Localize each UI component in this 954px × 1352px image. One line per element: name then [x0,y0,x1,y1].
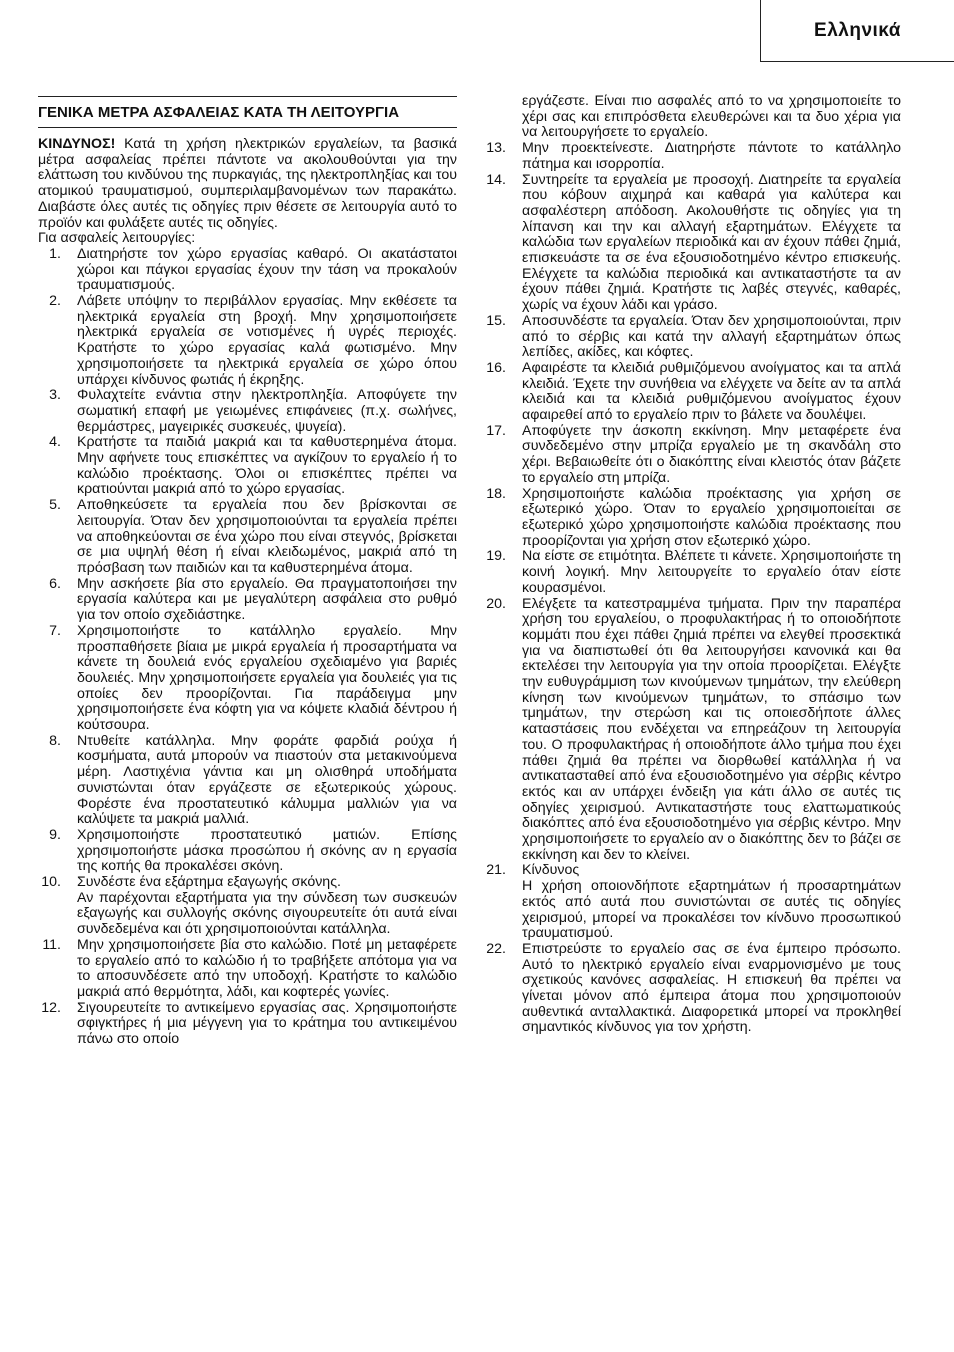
section-title: ΓΕΝΙΚΑ ΜΕΤΡΑ ΑΣΦΑΛΕΙΑΣ ΚΑΤΑ ΤΗ ΛΕΙΤΟΥΡΓΙΑ [38,96,457,128]
item-text: Χρησιμοποιήστε το κατάλληλο εργαλείο. Μην προσπαθήσετε βίαια με μικρά εργαλεία ή προσαρτήματα να κάνετε τη δουλειά ενός εργαλείου σχεδιαμένο για βαριές δουλειές. Μην χρησιμοποιήσετε εργαλεία για δουλειές για τις οποίες δεν προορίζονται. Για παράδειγμα μην χρησιμοποιήσετε ένα κόφτη για να κόψετε κλαδιά δέντρου ή κούτσουρα. [77,622,457,734]
item-number: 6. [49,575,61,592]
list-item [38,577,457,624]
list-item [38,247,457,294]
item-number: 3. [49,387,61,404]
item-number: 18. [486,485,506,502]
item-number: 19. [486,548,506,565]
safety-list-left [38,247,457,1048]
list-item [483,314,901,361]
list-item [38,294,457,388]
list-item [38,388,457,435]
item-text: Λάβετε υπόψην το περιβάλλον εργασίας. Μην εκθέσετε τα ηλεκτρικά εργαλεία στη βροχή. Μην χρησιμοποιήσετε ηλεκτρικά εργαλεία σε νοτισμένες ή υγρές περιοχές. Κρατήστε το χώρο εργασίας καλά φωτισμένο. Μην χρησιμοποιήσετε τα ηλεκτρικά εργαλεία σε χώρο όπου υπάρχει κίνδυνος φωτιάς ή έκρηξης. [77,293,457,388]
item-number: 2. [49,293,61,310]
item-number: 1. [49,245,61,262]
list-item [483,597,901,864]
item-text: Μην ασκήσετε βία στο εργαλείο. Θα πραγματοποιήσει την εργασία καλύτερα και με μεγαλύτερη ασφάλεια στο ρυθμό για τον οποίο σχεδιάστηκε. [77,575,457,624]
item-number: 14. [486,171,506,188]
item-number: 21. [486,862,506,879]
item-text: Συντηρείτε τα εργαλεία με προσοχή. Διατηρείτε τα εργαλεία που κόβουν αιχμηρά και καθαρά για καλύτερα και ασφαλέστερη απόδοση. Ακολουθήστε τις οδηγίες για τη λίπανση και την και αλλαγή εξαρτημάτων. Ελέγχετε τα καλώδια των εργαλείων περιοδικά και αν έχουν πάθει ζημιά, επισκευάστε τα σε ένα εξουσιοδοτημένο κέντρο επισκευής. Ελέγχετε τα καλώδια περιοδικά και αντικαταστήστε τα αν έχουν πάθει ζημιά. Κρατήστε τις λαβές στεγνές, καθαρές, χωρίς να έχουν λάδι και γράσο. [522,171,901,314]
item-text: Χρησιμοποιήστε καλώδια προέκτασης για χρήση σε εξωτερικό χώρο. Όταν το εργαλείο χρησιμοποιείται σε εξωτερικό χώρο χρησιμοποιήστε καλώδια προέκτασης που προορίζονται για χρήση στον εξωτερικό χώρο. [522,485,901,549]
item-text: Μην χρησιμοποιήσετε βία στο καλώδιο. Ποτέ μη μεταφέρετε το εργαλείο από το καλώδιο ή το τραβήξετε απότομα για να το αποσυνδέσετε από την υποδοχή. Κρατήστε το καλώδιο μακριά από θερμότητα, λάδι, και κοφτερές γωνίες. [77,936,457,1000]
item-number: 10. [41,874,61,891]
subheading: Για ασφαλείς λειτουργίες: [38,230,196,247]
list-item [38,498,457,577]
item-12-continuation: εργάζεστε. Είναι πιο ασφαλές από το να χρησιμοποιείτε το χέρι σας και επιπρόσθετα ελευθερώνει και τα δυο χέρια για να λειτουργήσετε το εργαλείο. [522,93,901,141]
list-item [38,875,457,938]
item-number: 12. [41,999,61,1016]
item-text: Ελέγξετε τα κατεστραμμένα τμήματα. Πριν την παραπέρα χρήση του εργαλείου, ο προφυλακτήρας ή το οποιοδήποτε κομμάτι που έχει πάθει ζημιά πρέπει να ελεγθεί προσεκτικά για να διαπιστωθεί ότι θα λειτουργήσει κανονικά και θα εκτελέσει την λειτουργία για την οποία προορίζεται. Ελέγξτε την ευθυγράμμιση των κινούμενων τμημάτων, την ελεύθερη κίνηση των κινούμενων τμημάτων, το σπάσιμο των τμημάτων, την στερώση και τις οποιεσδήποτε άλλες καταστάσεις που ενδέχεται να επηρεάζουν τη λειτουργία του. Ο προφυλακτήρας ή οποιοδήποτε άλλο τμήμα που έχει πάθει ζημιά θα πρέπει να διορθωθεί κατάλληλα ή να αντικατασταθεί από ένα εξουσιοδοτημένο για σέρβις κέντρο εκτός και αν υπάρχει ένδειξη για κάτι άλλο σε αυτές τις οδηγίες χειρισμού. Αντικαταστήστε τους ελαττωματικούς διακόπτες από ένα εξουσιοδοτημένο για σέρβις κέντρο. Μην χρησιμοποιήσετε το εργαλείο αν ο διακόπτης δεν το βάζει σε εκκίνηση και δεν το κλείνει. [522,595,901,863]
item-text: Σιγουρευτείτε το αντικείμενο εργασίας σας. Χρησιμοποιήστε σφιγκτήρες ή μια μέγγενη για το κράτημα του αντικειμένου πάνω στο οποίο [77,999,457,1048]
item-text: Χρησιμοποιήστε προστατευτικό ματιών. Επίσης χρησιμοποιήστε μάσκα προσώπου ή σκόνης αν η εργασία της κοπής θα προκαλέσει σκόνη. [77,826,457,875]
item-text: Κρατήστε τα παιδιά μακριά και τα καθυστερημένα άτομα. Μην αφήνετε τους επισκέπτες να αγκίζουν το εργαλείο ή το καλώδιο προέκτασης. Όλοι οι επισκέπτες πρέπει να κρατιούνται μακριά από το χώρο εργασίας. [77,434,457,498]
list-item [483,424,901,487]
item-text: Διατηρήστε τον χώρο εργασίας καθαρό. Οι ακατάστατοι χώροι και πάγκοι εργασίας έχουν την τάση να προκαλούν τραυματισμούς. [77,245,457,294]
item-number: 11. [42,936,61,953]
item-text: Επιστρεύστε το εργαλείο σας σε ένα έμπειρο πρόσωπο. Αυτό το ηλεκτρικό εργαλείο είναι εναρμονισμένο με τους σχετικούς κανόνες ασφαλείας. Η επισκευή θα πρέπει να γίνεται μόνον από έμπειρα άτομα που χρησιμοποιούν αυθεντικά ανταλλακτικά. Διαφορετικά μπορεί να προκληθεί σημαντικός κίνδυνος για τον χρήστη. [522,940,901,1036]
safety-list-right [483,141,901,1036]
list-item [483,173,901,314]
item-number: 13. [486,140,506,157]
item-text: Αφαιρέστε τα κλειδιά ρυθμιζόμενου ανοίγματος και τα απλά κλειδιά. Έχετε την συνήθεια να ελέγχετε να δείτε αν τα απλά κλειδιά και τα κλειδιά ρυθμιζόμενου ανοίγματος έχουν αφαιρεθεί από το εργαλείο πριν το βάλετε να δουλέψει. [522,359,901,424]
item-number: 5. [49,497,61,514]
list-item [483,487,901,550]
item-text: Αποφύγετε την άσκοπη εκκίνηση. Μην μεταφέρετε ένα συνδεδεμένο στην μπρίζα εργαλείο με τη σκανδάλη στο χέρι. Βεβαιωθείτε ότι ο διακόπτης είναι κλειστός όταν βάζετε το εργαλείο στη μπρίζα. [522,422,901,486]
list-item [38,828,457,875]
item-text: Συνδέστε ένα εξάρτημα εξαγωγής σκόνης. Αν παρέχονται εξαρτήματα για την σύνδεση των συσκευών εξαγωγής και συλλογής σκόνης σιγουρευτείτε ότι αυτά είναι συνδεδεμένα και ότι χρησιμοποιούνται κατάλληλα. [77,874,457,938]
list-item [38,624,457,734]
list-item [483,141,901,172]
language-tab: Ελληνικά [760,0,954,62]
item-number: 16. [486,359,506,376]
intro-text: Κατά τη χρήση ηλεκτρικών εργαλείων, τα βασικά μέτρα ασφαλείας πρέπει πάντοτε να ακολουθούνται για την ελάττωση του κινδύνου της πυρκαγιάς, της ηλεκτροπληξίας και του ατομικού τραυματισμού, συμπεριλαμβανομένων των παρακάτω. Διαβάστε όλες αυτές τις οδηγίες πριν θέσετε σε λειτουργία αυτό το προϊόν και φυλάξετε αυτές τις οδηγίες. [38,136,457,231]
item-text: Κίνδυνος Η χρήση οποιονδήποτε εξαρτημάτων ή προσαρτημάτων εκτός από αυτά που συνιστώνται σε αυτές τις οδηγίες χειρισμού, μπορεί να προκαλέσει τον κίνδυνο προσωπικού τραυματισμού. [522,862,901,942]
list-item [38,435,457,498]
item-number: 17. [486,422,506,439]
list-item [483,863,901,942]
list-item [38,938,457,1001]
item-number: 20. [486,595,506,612]
list-item [483,942,901,1036]
item-number: 7. [49,622,61,639]
left-column [38,96,457,1048]
list-item [38,1001,457,1048]
right-column [483,94,901,1036]
item-number: 8. [49,732,61,749]
item-number: 15. [486,312,506,329]
item-text: Φυλαχτείτε ενάντια στην ηλεκτροπληξία. Αποφύγετε την σωματική επαφή με γειωμένες επιφάνειες (π.χ. σωλήνες, θερμάστρες, μαγειρικές συσκευές, ψυγεία). [77,387,457,435]
list-item [483,361,901,424]
item-text: Αποσυνδέστε τα εργαλεία. Όταν δεν χρησιμοποιούνται, πριν από το σέρβις και κατά την αλλαγή εξαρτημάτων όπως λεπίδες, ακίδες, και κόφτες. [522,312,901,361]
list-item [483,549,901,596]
item-number: 4. [49,434,61,451]
item-text: Ντυθείτε κατάλληλα. Μην φοράτε φαρδιά ρούχα ή κοσμήματα, αυτά μπορούν να πιαστούν στα μετακινούμενα μέρη. Λαστιχένια γάντια και μη ολισθηρά υποδήματα συνιστώνται όταν εργάζεστε σε εξωτερικούς χώρους. Φορέστε ένα προστατευτικό κάλυμμα μαλλιών για να καλύψετε τα μακριά μαλλιά. [77,732,457,828]
item-number: 22. [486,940,506,957]
item-text: Αποθηκεύσετε τα εργαλεία που δεν βρίσκονται σε λειτουργία. Όταν δεν χρησιμοποιούνται τα εργαλεία πρέπει να αποθηκεύονται σε ένα χώρο που είναι στεγνός, βρίσκεται σε μια υψηλή θέση ή είναι κλειδωμένος, μακριά από τη πρόσβαση των παιδιών και τα καθυστερημένα άτομα. [77,497,457,576]
intro-paragraph [38,137,457,231]
list-item [38,734,457,828]
item-text: Να είστε σε ετιμότητα. Βλέπετε τι κάνετε. Χρησιμοποιήστε τη κοινή λογική. Μην λειτουργείτε το εργαλείο όταν είστε κουρασμένοι. [522,548,901,596]
danger-label: ΚΙΝΔΥΝΟΣ! [38,136,116,152]
item-number: 9. [49,826,61,843]
item-text: Μην προεκτείνεστε. Διατηρήστε πάντοτε το κατάλληλο πάτημα και ισορροπία. [522,140,901,172]
